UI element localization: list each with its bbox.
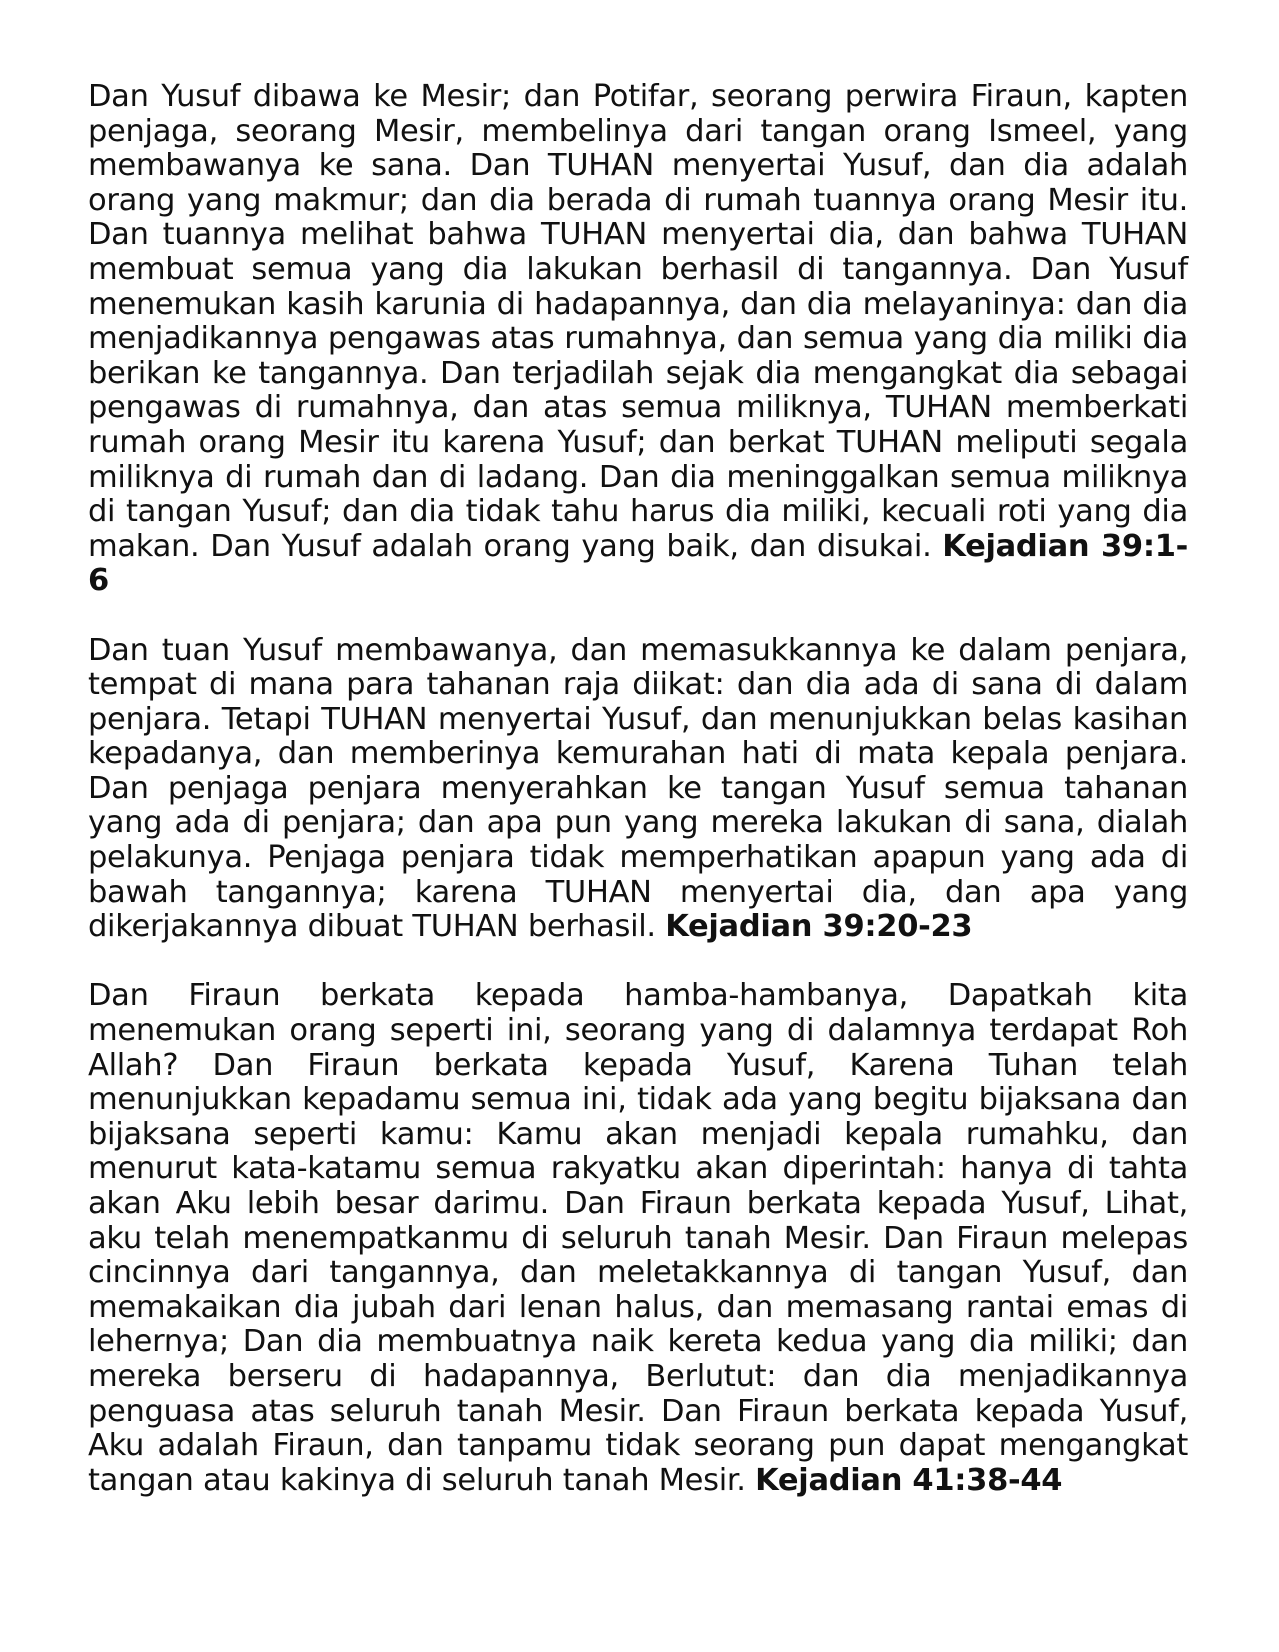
- scripture-reference: Kejadian 39:20-23: [665, 909, 973, 945]
- passage-genesis-41-38-44: [88, 979, 1188, 1498]
- passage-text: Dan tuan Yusuf membawanya, dan memasukkannya ke dalam penjara, tempat di mana para tahanan raja diikat: dan dia ada di sana di dalam penjara. Tetapi TUHAN menyertai Yusuf, dan menunjukkan belas kasihan kepadanya, dan memberinya kemurahan hati di mata kepala penjara. Dan penjaga penjara menyerahkan ke tangan Yusuf semua tahanan yang ada di penjara; dan apa pun yang mereka lakukan di sana, dialah pelakunya. Penjaga penjara tidak memperhatikan apapun yang ada di bawah tangannya; karena TUHAN menyertai dia, dan apa yang dikerjakannya dibuat TUHAN berhasil.: [88, 632, 1188, 945]
- passage-genesis-39-20-23: [88, 634, 1188, 945]
- document-body: [88, 80, 1188, 1498]
- scripture-reference: Kejadian 41:38-44: [755, 1462, 1063, 1498]
- scripture-reference: Kejadian 39:1-6: [88, 528, 1188, 599]
- passage-text: Dan Yusuf dibawa ke Mesir; dan Potifar, seorang perwira Firaun, kapten penjaga, seorang Mesir, membelinya dari tangan orang Ismeel, yang membawanya ke sana. Dan TUHAN menyertai Yusuf, dan dia adalah orang yang makmur; dan dia berada di rumah tuannya orang Mesir itu. Dan tuannya melihat bahwa TUHAN menyertai dia, dan bahwa TUHAN membuat semua yang dia lakukan berhasil di tangannya. Dan Yusuf menemukan kasih karunia di hadapannya, dan dia melayaninya: dan dia menjadikannya pengawas atas rumahnya, dan semua yang dia miliki dia berikan ke tangannya. Dan terjadilah sejak dia mengangkat dia sebagai pengawas di rumahnya, dan atas semua miliknya, TUHAN memberkati rumah orang Mesir itu karena Yusuf; dan berkat TUHAN meliputi segala miliknya di rumah dan di ladang. Dan dia meninggalkan semua miliknya di tangan Yusuf; dan dia tidak tahu harus dia miliki, kecuali roti yang dia makan. Dan Yusuf adalah orang yang baik, dan disukai.: [88, 79, 1188, 564]
- passage-genesis-39-1-6: [88, 80, 1188, 599]
- passage-text: Dan Firaun berkata kepada hamba-hambanya, Dapatkah kita menemukan orang seperti ini, seorang yang di dalamnya terdapat Roh Allah? Dan Firaun berkata kepada Yusuf, Karena Tuhan telah menunjukkan kepadamu semua ini, tidak ada yang begitu bijaksana dan bijaksana seperti kamu: Kamu akan menjadi kepala rumahku, dan menurut kata-katamu semua rakyatku akan diperintah: hanya di tahta akan Aku lebih besar darimu. Dan Firaun berkata kepada Yusuf, Lihat, aku telah menempatkanmu di seluruh tanah Mesir. Dan Firaun melepas cincinnya dari tangannya, dan meletakkannya di tangan Yusuf, dan memakaikan dia jubah dari lenan halus, dan memasang rantai emas di lehernya; Dan dia membuatnya naik kereta kedua yang dia miliki; dan mereka berseru di hadapannya, Berlutut: dan dia menjadikannya penguasa atas seluruh tanah Mesir. Dan Firaun berkata kepada Yusuf, Aku adalah Firaun, dan tanpamu tidak seorang pun dapat mengangkat tangan atau kakinya di seluruh tanah Mesir.: [88, 978, 1188, 1498]
